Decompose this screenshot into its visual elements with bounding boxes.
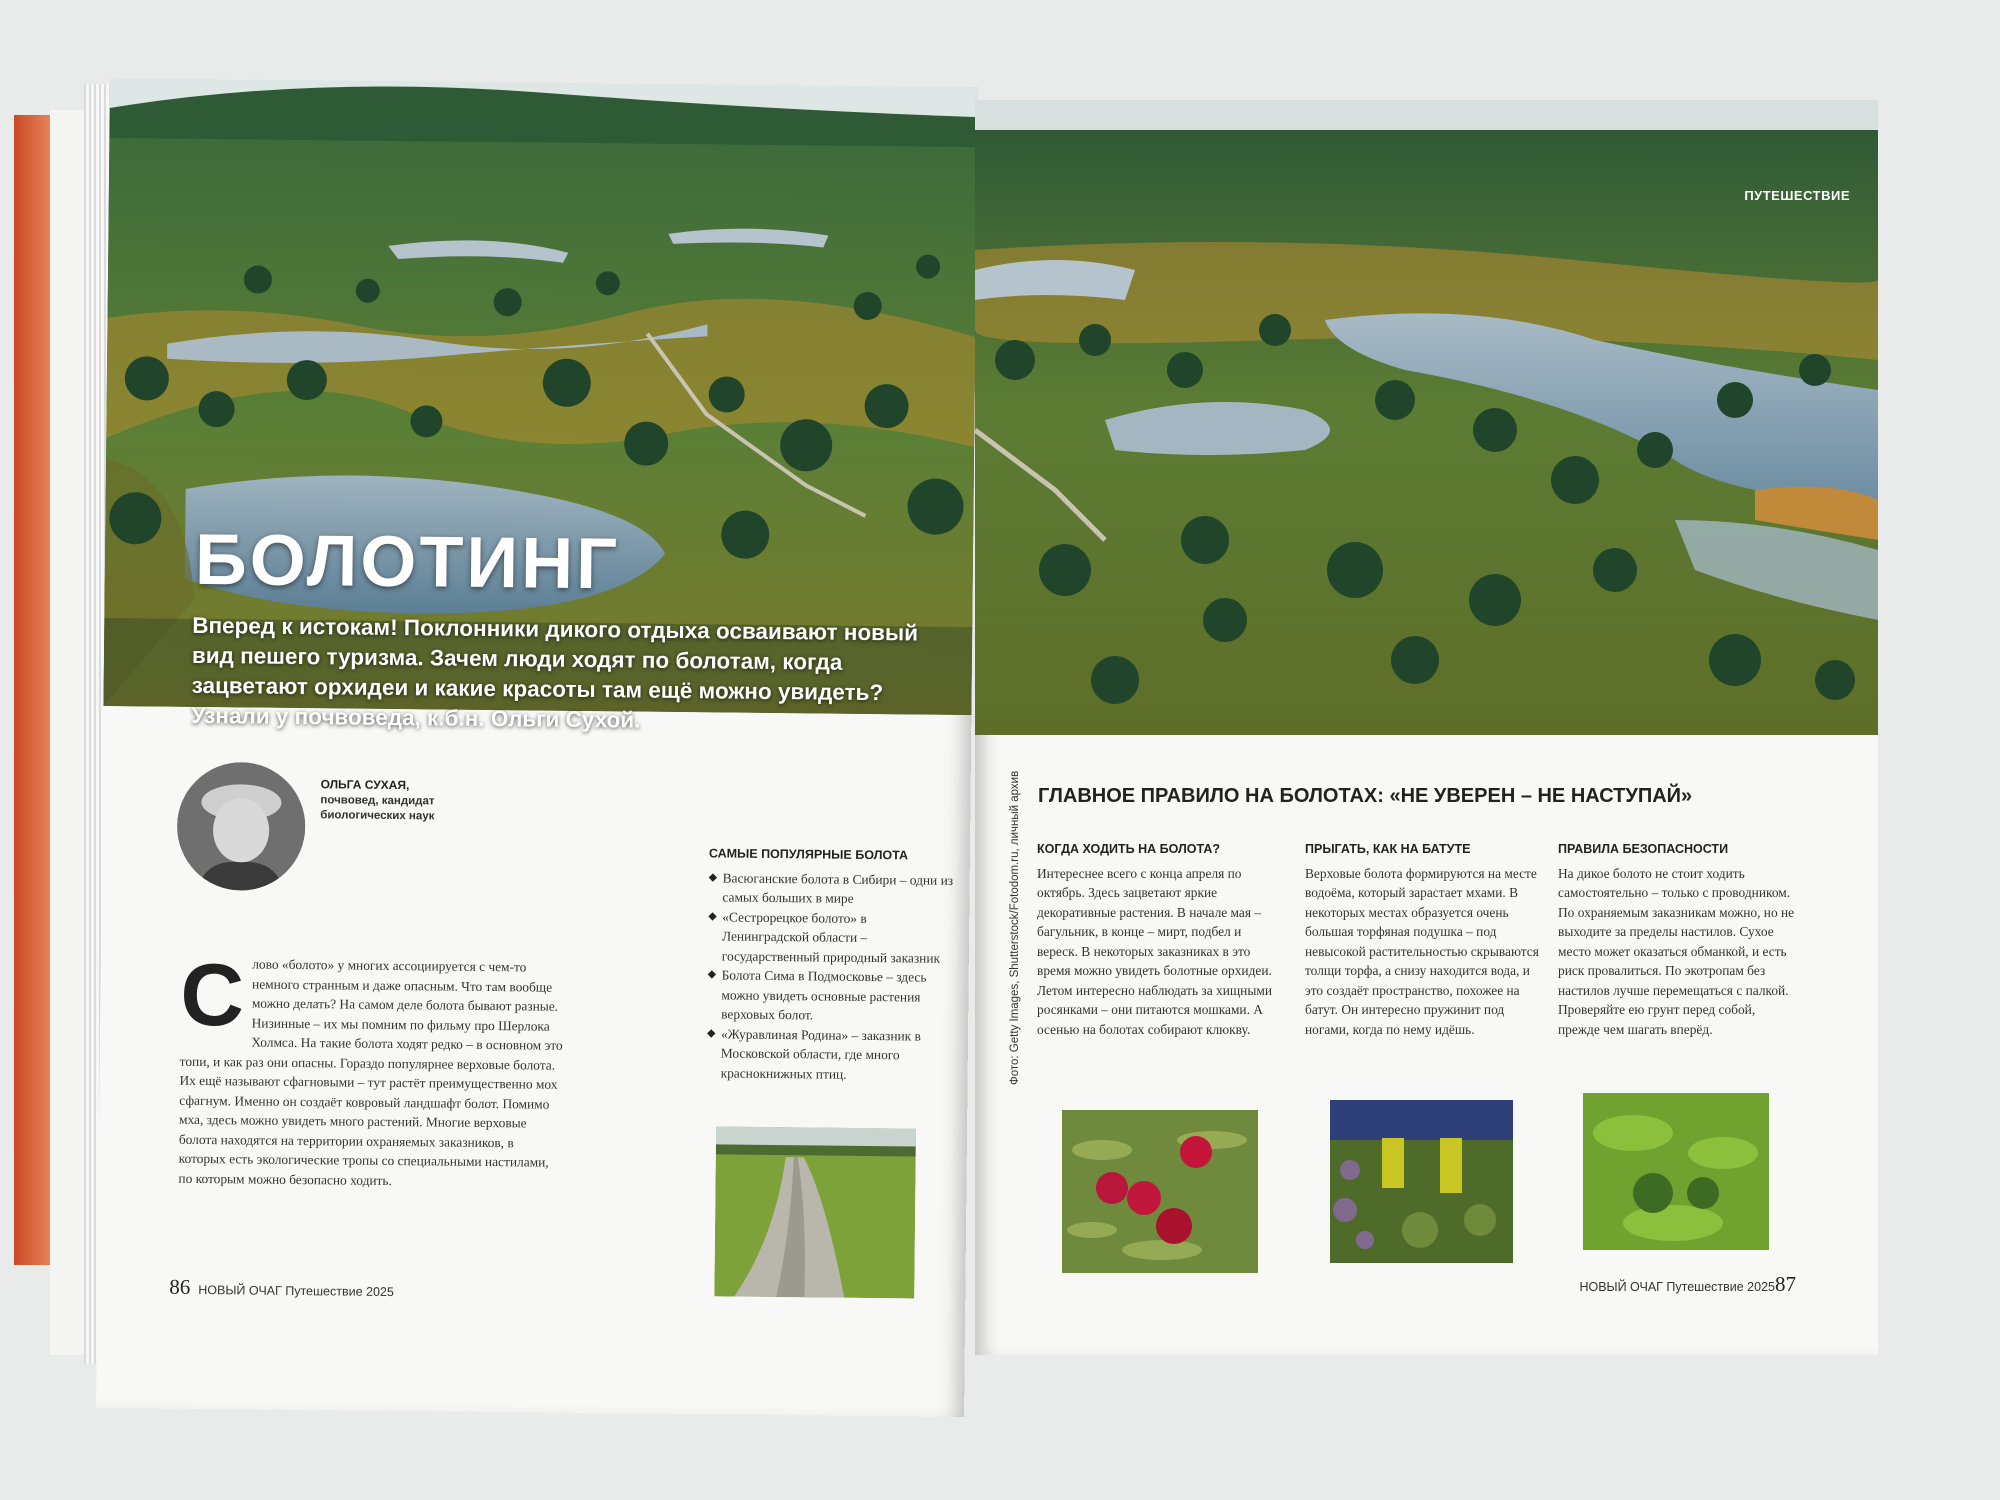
column-text: Интереснее всего с конца апреля по октябрь. Здесь зацветают яркие декоративные растения. В начале мая – багульник, в конце – мирт, подбел и вереск. В некоторых заказниках в это время можно увидеть болотные орхидеи. Летом интересно наблюдать за хищными росянками – они питаются мошками. А осенью на болотах собирают клюкву. xyxy=(1037,865,1272,1037)
page-folio-left xyxy=(169,1275,394,1302)
dropcap: С xyxy=(179,944,245,1045)
bog-landscape-photo-right xyxy=(975,100,1878,735)
photo-credit: Фото: Getty Images, Shutterstock/Fotodom.ru, личный архив xyxy=(1009,770,1021,1085)
page-folio-right xyxy=(1571,1272,1796,1297)
magazine-cover-edge xyxy=(14,115,52,1265)
author-portrait xyxy=(177,762,306,891)
section-rubric: ПУТЕШЕСТВИЕ xyxy=(1744,188,1850,203)
magazine-name: НОВЫЙ ОЧАГ Путешествие 2025 xyxy=(198,1282,394,1300)
popular-bog-item: ◆ «Журавлиная Родина» – заказник в Московской области, где много краснокнижных птиц. xyxy=(707,1024,954,1085)
author-name: ОЛЬГА СУХАЯ, xyxy=(320,777,410,793)
article-body xyxy=(178,944,565,1192)
column-heading: ПРЫГАТЬ, КАК НА БАТУТЕ xyxy=(1305,842,1471,856)
article-lead: Вперед к истокам! Поклонники дикого отдыха осваивают новый вид пешего туризма. Зачем люди ходят по болотам, когда зацветают орхидеи и какие красоты там ещё можно увидеть? Узнали у почвоведа, к.б.н. Ольги Сухой. xyxy=(191,612,919,733)
magazine-edge xyxy=(50,110,88,1355)
left-page xyxy=(96,78,978,1417)
page-number: 86 xyxy=(169,1274,191,1299)
boots-on-moss-photo xyxy=(1330,1100,1513,1263)
popular-bog-item: ◆ Болота Сима в Подмосковье – здесь можно увидеть основные растения верховых болот. xyxy=(707,965,954,1026)
popular-bogs-heading: САМЫЕ ПОПУЛЯРНЫЕ БОЛОТА xyxy=(708,846,909,863)
article-body-text: лово «болото» у многих ассоциируется с чем-то немного странным и даже опасным. Что там вообще можно делать? На самом деле болота бывают разные. Низинные – их мы помним по фильму про Шерлока Холмса. На такие болота ходят редко – в основном это топи, и как раз они опасны. Гораздо популярнее верховые болота. Их ещё называют сфагновыми – тут растёт преимущественно мох сфагнум. Именно он создаёт ковровый ландшафт болот. Помимо мха, здесь можно увидеть много растений. Многие верховые болота находятся на территории охраняемых заказников, в которых есть экологические тропы со специальными настилами, по которым можно безопасно ходить. xyxy=(178,956,563,1188)
boardwalk-photo xyxy=(714,1126,916,1298)
main-rule-heading: ГЛАВНОЕ ПРАВИЛО НА БОЛОТАХ: «НЕ УВЕРЕН – НЕ НАСТУПАЙ» xyxy=(1038,785,1693,807)
moss-bog-photo xyxy=(1583,1093,1769,1250)
column-safety xyxy=(1558,840,1798,1039)
page-number: 87 xyxy=(1775,1272,1796,1296)
column-heading: ПРАВИЛА БЕЗОПАСНОСТИ xyxy=(1558,842,1729,856)
right-page xyxy=(975,100,1878,1355)
article-title: БОЛОТИНГ xyxy=(194,519,621,605)
column-text: На дикое болото не стоит ходить самостоятельно – только с проводником. По охраняемым заказникам можно, но не выходите за пределы настилов. Сухое место может оказаться обманкой, и есть риск провалиться. По экотропам без настилов лучше перемещаться с палкой. Проверяйте ею грунт перед собой, прежде чем шагать вперёд. xyxy=(1558,865,1795,1037)
column-text: Верховые болота формируются на месте водоёма, который зарастает мхами. В некоторых местах образуется очень большая торфяная подушка – под невысокой растительностью скрываются толщи торфа, а снизу находится вода, и это создаёт пространство, похожее на батут. Он интересно пружинит под ногами, когда по нему идёшь. xyxy=(1305,865,1539,1037)
cranberries-photo xyxy=(1062,1110,1258,1273)
column-trampoline xyxy=(1305,840,1545,1039)
popular-bogs-box xyxy=(707,844,955,1085)
popular-bog-item: ◆ Васюганские болота в Сибири – одни из самых больших в мире xyxy=(708,868,954,910)
popular-bog-item: ◆ «Сестрорецкое болото» в Ленинградской области – государственный природный заказник xyxy=(708,907,955,968)
column-heading: КОГДА ХОДИТЬ НА БОЛОТА? xyxy=(1037,842,1221,856)
column-when xyxy=(1037,840,1277,1039)
author-role: почвовед, кандидат биологических наук xyxy=(320,794,435,823)
magazine-name: НОВЫЙ ОЧАГ Путешествие 2025 xyxy=(1579,1280,1775,1294)
